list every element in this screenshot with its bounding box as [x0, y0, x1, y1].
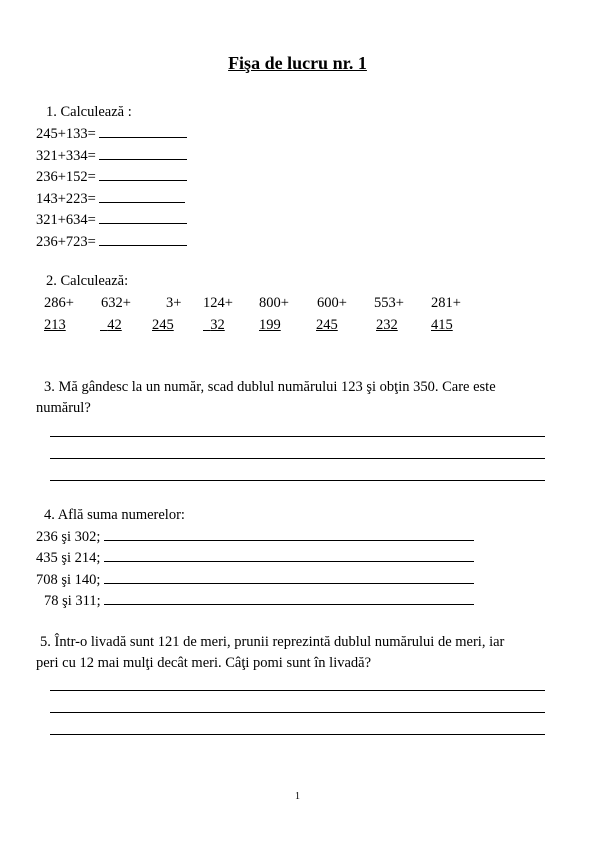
ex4-row-4 — [44, 591, 474, 610]
ex2-addend-2-cell — [203, 316, 225, 334]
ex1-row-4 — [36, 189, 185, 208]
answer-blank[interactable] — [99, 189, 185, 203]
ex4-pair: 236 şi 302; — [36, 529, 101, 545]
ex1-heading: 1. Calculează : — [46, 104, 132, 120]
ex2-addend-2: 232 — [376, 317, 398, 333]
ex4-row-1 — [36, 527, 474, 546]
answer-blank[interactable] — [104, 548, 474, 562]
ex4-row-3 — [36, 570, 474, 589]
ex2-addend-1: 3+ — [166, 295, 182, 311]
ex2-addend-1: 600+ — [317, 295, 347, 311]
answer-blank[interactable] — [104, 591, 474, 605]
ex5-problem-line-1: 5. Într-o livadă sunt 121 de meri, prunii reprezintă dublul numărului de meri, iar — [40, 634, 505, 650]
ex2-addend-2: 245 — [152, 317, 174, 333]
ex4-heading: 4. Află suma numerelor: — [44, 507, 185, 523]
ex2-addend-2: 42 — [107, 317, 122, 333]
ex3-question-line-1: 3. Mă gândesc la un număr, scad dublul numărului 123 şi obţin 350. Care este — [44, 379, 496, 395]
ex2-addend-2: 213 — [44, 317, 66, 333]
ex2-addend-1: 553+ — [374, 295, 404, 311]
ex3-question-line-2: numărul? — [36, 400, 91, 416]
ex2-addend-1: 124+ — [203, 295, 233, 311]
ex2-addend-2: 199 — [259, 317, 281, 333]
ex1-row-3 — [36, 167, 187, 186]
page-number: 1 — [295, 791, 300, 802]
ex4-row-2 — [36, 548, 474, 567]
ex1-expression: 236+152= — [36, 169, 96, 185]
ex1-expression: 236+723= — [36, 234, 96, 250]
ex2-addend-2: 32 — [210, 317, 225, 333]
ex2-addend-1: 281+ — [431, 295, 461, 311]
answer-line[interactable] — [50, 458, 545, 459]
ex1-expression: 245+133= — [36, 126, 96, 142]
ex2-addend-1: 800+ — [259, 295, 289, 311]
worksheet-title: Fişa de lucru nr. 1 — [228, 53, 367, 73]
ex1-expression: 321+334= — [36, 148, 96, 164]
ex2-addend-1: 286+ — [44, 295, 74, 311]
answer-line[interactable] — [50, 436, 545, 437]
answer-line[interactable] — [50, 480, 545, 481]
ex2-addend-2: 415 — [431, 317, 453, 333]
ex1-row-2 — [36, 146, 187, 165]
answer-blank[interactable] — [99, 232, 187, 246]
answer-blank[interactable] — [99, 167, 187, 181]
answer-line[interactable] — [50, 712, 545, 713]
ex1-expression: 143+223= — [36, 191, 96, 207]
ex1-row-1 — [36, 124, 187, 143]
ex4-pair: 708 şi 140; — [36, 572, 101, 588]
ex4-pair: 435 şi 214; — [36, 550, 101, 566]
answer-line[interactable] — [50, 734, 545, 735]
answer-line[interactable] — [50, 690, 545, 691]
answer-blank[interactable] — [104, 527, 474, 541]
ex1-row-5 — [36, 210, 187, 229]
ex1-expression: 321+634= — [36, 212, 96, 228]
ex2-addend-2-cell — [100, 316, 122, 334]
ex2-heading: 2. Calculează: — [46, 273, 129, 289]
ex2-addend-2: 245 — [316, 317, 338, 333]
answer-blank[interactable] — [99, 124, 187, 138]
ex5-problem-line-2: peri cu 12 mai mulţi decât meri. Câţi pomi sunt în livadă? — [36, 655, 372, 671]
answer-blank[interactable] — [99, 210, 187, 224]
answer-blank[interactable] — [104, 570, 474, 584]
ex4-pair: 78 şi 311; — [44, 593, 101, 609]
ex2-addend-1: 632+ — [101, 295, 131, 311]
answer-blank[interactable] — [99, 146, 187, 160]
ex1-row-6 — [36, 232, 187, 251]
